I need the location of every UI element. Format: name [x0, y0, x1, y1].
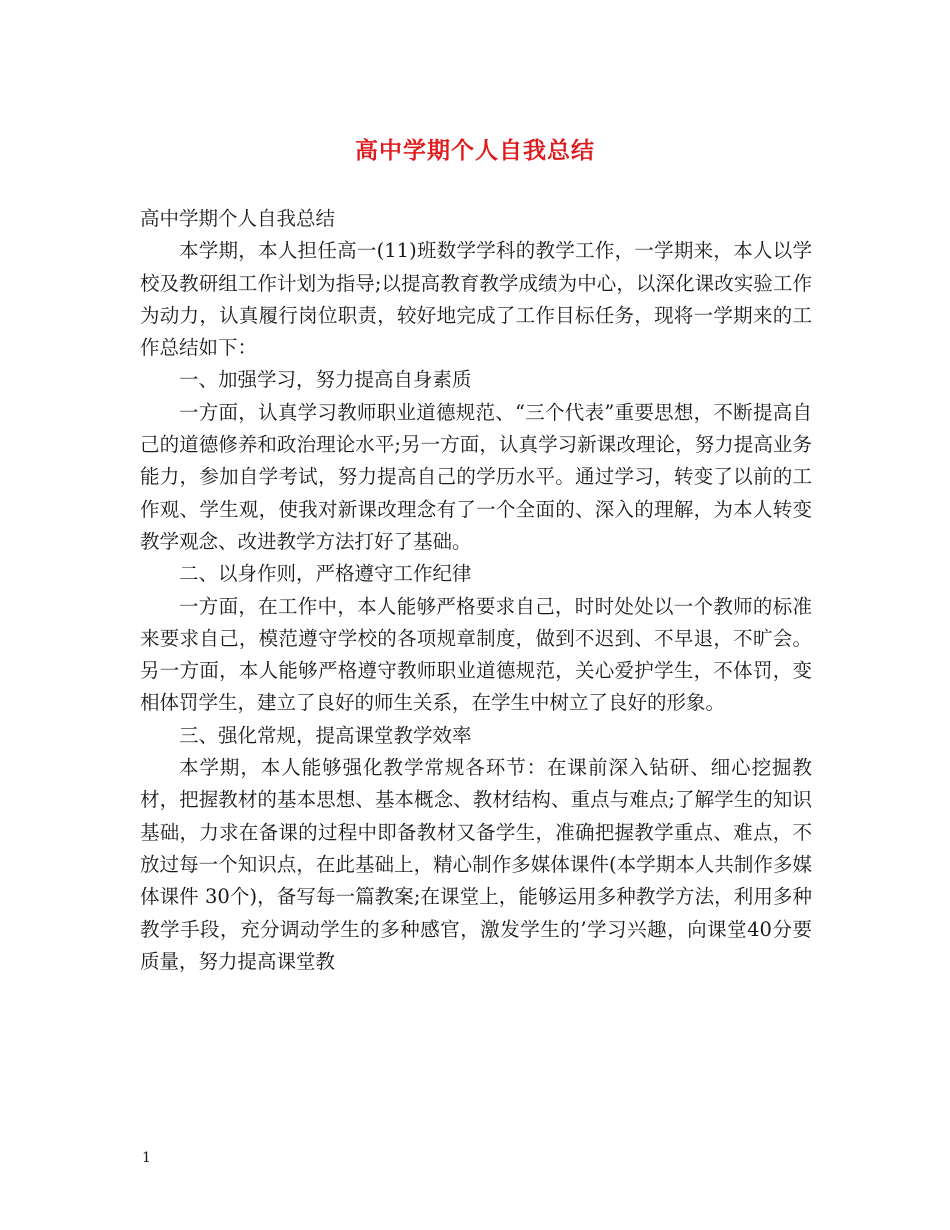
paragraph-subtitle: 高中学期个人自我总结	[140, 207, 336, 230]
paragraph-section-2: 一方面，在工作中，本人能够严格要求自己，时时处处以一个教师的标准来要求自己，模范遵守学校的各项规章制度，做到不迟到、不早退，不旷会。另一方面，本人能够严格遵守教师职业道德规范，关心爱护学生，不体罚，变相体罚学生，建立了良好的师生关系，在学生中树立了良好的形象。	[140, 594, 812, 715]
document-body	[140, 203, 812, 978]
document-title: 高中学期个人自我总结	[355, 137, 595, 164]
paragraph-intro: 本学期，本人担任高一(11)班数学学科的教学工作，一学期来，本人以学校及教研组工作计划为指导;以提高教育教学成绩为中心，以深化课改实验工作为动力，认真履行岗位职责，较好地完成了工作目标任务，现将一学期来的工作总结如下：	[140, 239, 812, 360]
paragraph-section-1: 一方面，认真学习教师职业道德规范、“三个代表”重要思想，不断提高自己的道德修养和政治理论水平;另一方面，认真学习新课改理论，努力提高业务能力，参加自学考试，努力提高自己的学历水平。通过学习，转变了以前的工作观、学生观，使我对新课改理念有了一个全面的、深入的理解，为本人转变教学观念、改进教学方法打好了基础。	[140, 400, 812, 553]
section-heading-2: 二、以身作则，严格遵守工作纪律	[179, 562, 472, 586]
page-number: 1	[142, 1150, 151, 1166]
paragraph-section-3: 本学期，本人能够强化教学常规各环节：在课前深入钻研、细心挖掘教材，把握教材的基本思想、基本概念、教材结构、重点与难点;了解学生的知识基础，力求在备课的过程中即备教材又备学生，准确把握教学重点、难点，不放过每一个知识点，在此基础上，精心制作多媒体课件(本学期本人共制作多媒体课件 30个)，备写每一篇教案;在课堂上，能够运用多种教学方法，利用多种教学手段，充分调动学生的多种感官，激发学生的’学习兴趣，向课堂40分要质量，努力提高课堂教	[140, 756, 812, 973]
section-heading-3: 三、强化常规，提高课堂教学效率	[179, 723, 472, 747]
section-heading-1: 一、加强学习，努力提高自身素质	[179, 368, 472, 392]
